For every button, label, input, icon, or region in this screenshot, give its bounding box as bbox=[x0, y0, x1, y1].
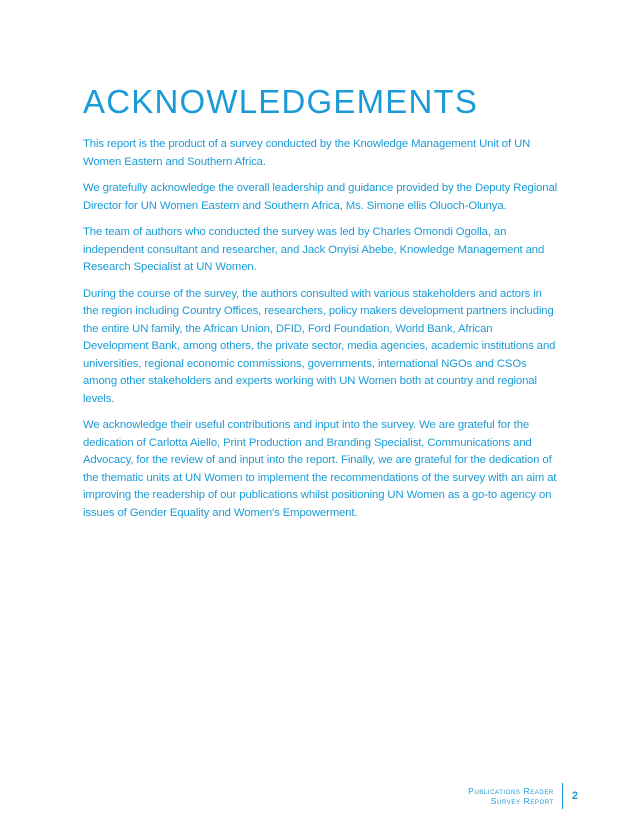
paragraph-leadership: We gratefully acknowledge the overall leadership and guidance provided by the Deputy Regional Director for UN Women Eastern and Southern Africa, Ms. Simone ellis Oluoch-Olunya. bbox=[83, 182, 558, 212]
body-text bbox=[83, 136, 559, 531]
footer-report-title bbox=[468, 786, 562, 806]
paragraph-authors: The team of authors who conducted the survey was led by Charles Omondi Ogolla, an independent consultant and researcher, and Jack Onyisi Abebe, Knowledge Management and Research Specialist at UN Women. bbox=[83, 226, 545, 273]
paragraph-contributions: We acknowledge their useful contributions and input into the survey. We are grateful for the dedication of Carlotta Aiello, Print Production and Branding Specialist, Communications and Advocacy, for the review of and input into the report. Finally, we are grateful for the dedication of the thematic units at UN Women to implement the recommendations of the survey with an aim at improving the readership of our publications whilst positioning UN Women as a go-to agency on issues of Gender Equality and Women's Empowerment. bbox=[83, 419, 557, 519]
paragraph-intro: This report is the product of a survey conducted by the Knowledge Management Unit of UN Women Eastern and Southern Africa. bbox=[83, 138, 531, 168]
page-footer bbox=[468, 783, 578, 809]
footer-report-line-1: Publications Reader bbox=[468, 786, 554, 796]
footer-report-line-2: Survey Report bbox=[490, 796, 554, 806]
page-number: 2 bbox=[571, 790, 578, 802]
page-title: ACKNOWLEDGEMENTS bbox=[83, 83, 479, 120]
paragraph-consultations: During the course of the survey, the authors consulted with various stakeholders and actors in the region including Country Offices, researchers, policy makers development partners including the entire UN family, the African Union, DFID, Ford Foundation, World Bank, African Development Bank, among others, the private sector, media agencies, academic institutions and universities, regional economic commissions, governments, international NGOs and CSOs among other stakeholders and experts working with UN Women both at country and regional levels. bbox=[83, 287, 556, 405]
